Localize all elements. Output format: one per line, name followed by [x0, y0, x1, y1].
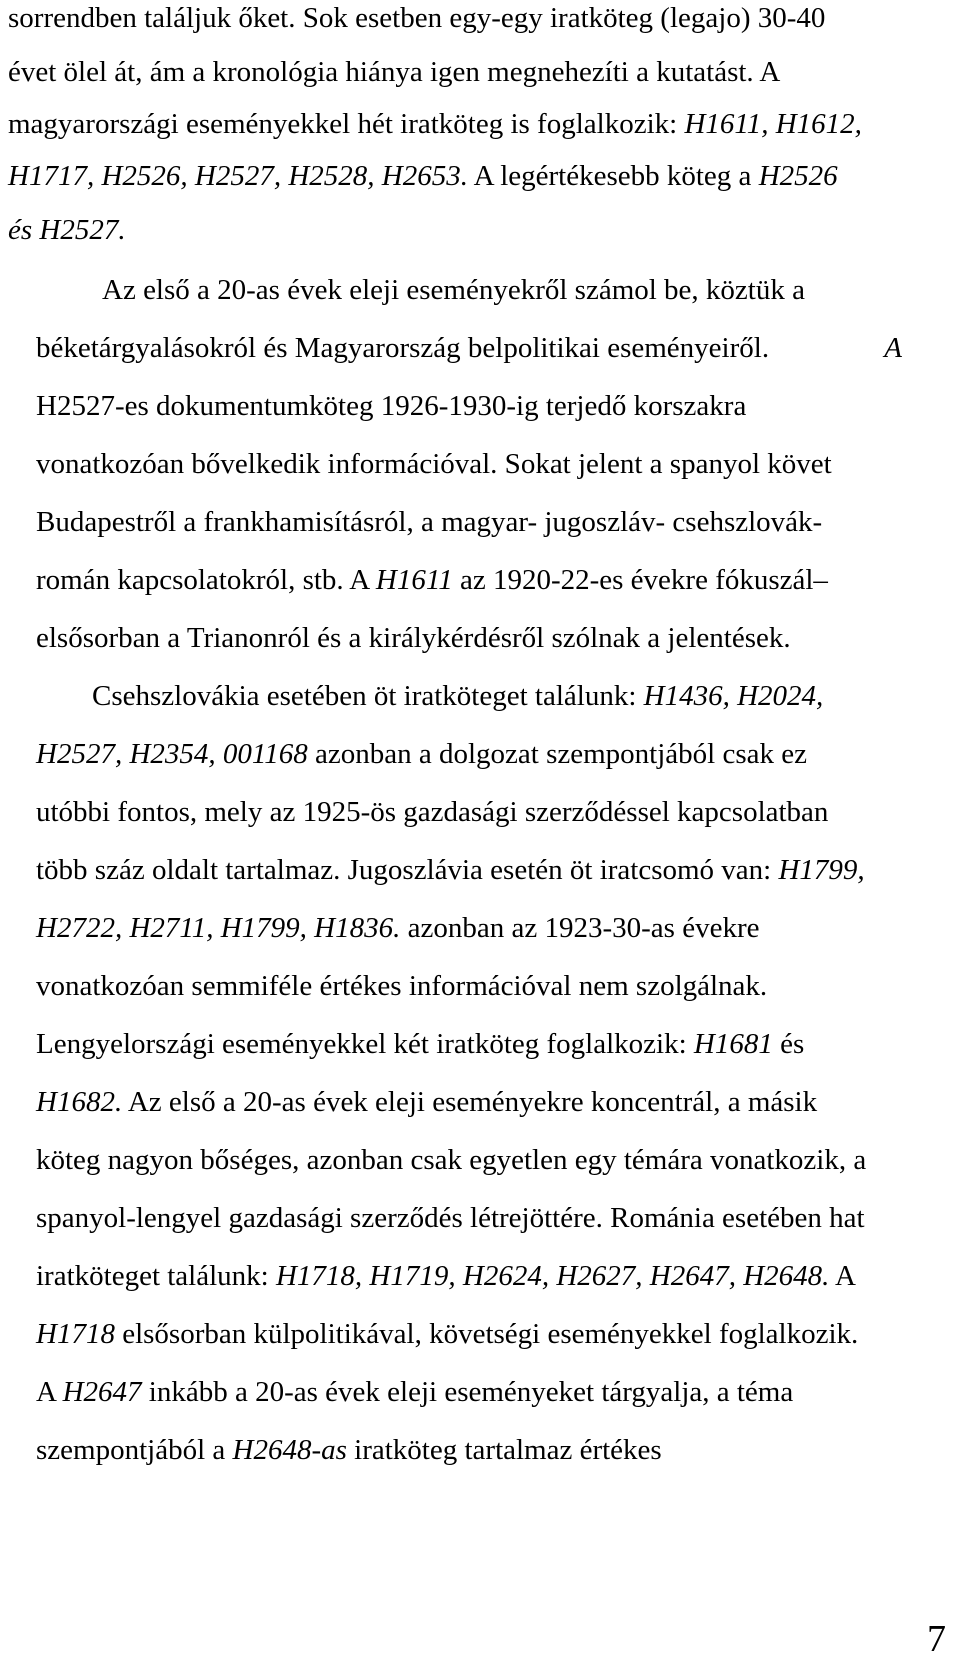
text-line: [36, 1204, 865, 1238]
text-run: Az első a 20-as évek eleji eseményekről számol be, köztük a: [102, 274, 805, 306]
text-run-italic: H1718, H1719, H2624, H2627, H2647, H2648.: [275, 1260, 830, 1292]
text-line: [36, 914, 759, 948]
text-line: [102, 276, 805, 310]
text-run: elsősorban külpolitikával, követségi eseményekkel foglalkozik.: [114, 1318, 859, 1350]
text-line: [36, 1378, 793, 1412]
text-run: Budapestről a frankhamisításról, a magyar- jugoszláv- csehszlovák-: [36, 506, 823, 538]
text-run: román kapcsolatokról, stb. A: [36, 564, 376, 596]
text-line: [36, 392, 746, 426]
text-line: [36, 972, 767, 1006]
text-run: iratköteg tartalmaz értékes: [346, 1434, 662, 1466]
text-run: béketárgyalásokról és Magyarország belpolitikai eseményeiről.: [36, 332, 770, 364]
text-run: utóbbi fontos, mely az 1925-ös gazdasági szerződéssel kapcsolatban: [36, 796, 829, 828]
text-line: [36, 1436, 662, 1470]
text-run-italic: H2722, H2711, H1799, H1836.: [36, 912, 401, 944]
text-line: [8, 216, 126, 250]
text-run-italic: H1681: [693, 1028, 773, 1060]
text-run: A legértékesebb köteg a: [467, 160, 759, 192]
text-line: [36, 1146, 866, 1180]
page-number: 7: [927, 1618, 946, 1660]
text-line: [36, 1030, 804, 1064]
text-run: sorrendben találjuk őket. Sok esetben egy-egy iratköteg (legajo) 30-40: [8, 2, 826, 34]
text-run: vonatkozóan semmiféle értékes információval nem szolgálnak.: [36, 970, 768, 1002]
text-run: magyarországi eseményekkel hét iratköteg is foglalkozik:: [8, 108, 685, 140]
text-run: azonban az 1923-30-as évekre: [400, 912, 760, 944]
text-line: [36, 740, 807, 774]
text-line: [36, 856, 865, 890]
text-run-italic: H1611, H1612,: [684, 108, 862, 140]
text-line: [92, 682, 823, 716]
text-line: [36, 508, 822, 542]
text-run: az 1920-22-es évekre fókuszál–: [452, 564, 828, 596]
text-run: Csehszlovákia esetében öt iratköteget találunk:: [92, 680, 644, 712]
text-run-italic: A: [884, 332, 902, 364]
text-run: Az első a 20-as évek eleji eseményekre koncentrál, a másik: [122, 1086, 818, 1118]
text-line: [36, 798, 828, 832]
text-run: A: [829, 1260, 856, 1292]
text-run: évet ölel át, ám a kronológia hiánya igen megnehezíti a kutatást. A: [8, 56, 781, 88]
text-run: szempontjából a: [36, 1434, 233, 1466]
text-run: elsősorban a Trianonról és a királykérdésről szólnak a jelentések.: [36, 622, 791, 654]
text-line: [36, 450, 832, 484]
text-line: [36, 334, 902, 368]
text-line: [36, 1320, 858, 1354]
text-run-italic: H1436, H2024,: [643, 680, 824, 712]
text-run: vonatkozóan bővelkedik információval. Sokat jelent a spanyol követ: [36, 448, 832, 480]
text-line: [36, 566, 828, 600]
text-run-italic: H2527, H2354, 001168: [36, 738, 308, 770]
text-run: azonban a dolgozat szempontjából csak ez: [307, 738, 807, 770]
text-line: [8, 162, 838, 196]
text-line: [36, 624, 791, 658]
text-run-italic: és H2527.: [8, 214, 126, 246]
text-line: [36, 1088, 817, 1122]
text-run-italic: H2648-as: [232, 1434, 347, 1466]
text-run: inkább a 20-as évek eleji eseményeket tárgyalja, a téma: [141, 1376, 794, 1408]
text-run: és: [772, 1028, 805, 1060]
text-run-italic: H1717, H2526, H2527, H2528, H2653.: [8, 160, 468, 192]
text-line: [8, 4, 898, 38]
text-run-italic: H1799,: [778, 854, 865, 886]
text-run-italic: H1718: [36, 1318, 115, 1350]
text-run-italic: H1682.: [36, 1086, 123, 1118]
text-line: [8, 110, 862, 144]
text-run: iratköteget találunk:: [36, 1260, 276, 1292]
text-run: H2527-es dokumentumköteg 1926-1930-ig terjedő korszakra: [36, 390, 747, 422]
text-run-italic: H1611: [375, 564, 453, 596]
text-run-italic: H2647: [62, 1376, 142, 1408]
text-run: Lengyelországi eseményekkel két iratköteg foglalkozik:: [36, 1028, 694, 1060]
text-run: A: [36, 1376, 63, 1408]
text-run: köteg nagyon bőséges, azonban csak egyetlen egy témára vonatkozik, a: [36, 1144, 867, 1176]
text-run-italic: H2526: [758, 160, 838, 192]
text-run: több száz oldalt tartalmaz. Jugoszlávia esetén öt iratcsomó van:: [36, 854, 779, 886]
text-line: [36, 1262, 856, 1296]
text-run: spanyol-lengyel gazdasági szerződés létrejöttére. Románia esetében hat: [36, 1202, 865, 1234]
text-line: [8, 58, 780, 92]
